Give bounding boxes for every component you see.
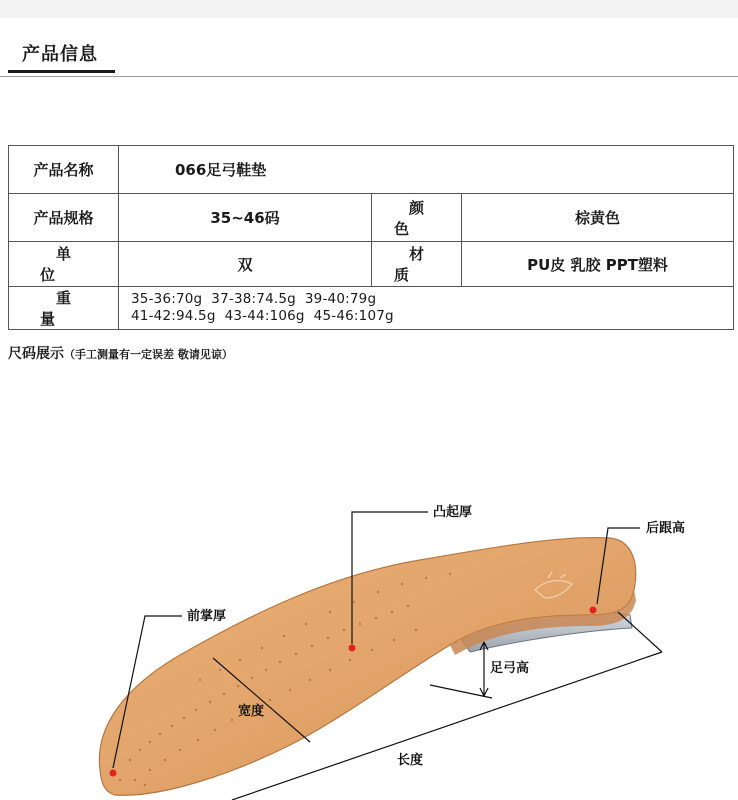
weight-line-1: 35-36:70g 37-38:74.5g 39-40:79g — [131, 291, 377, 307]
unit-label: 单位 — [9, 242, 119, 287]
name-label: 产品名称 — [9, 146, 119, 194]
weight-line-2: 41-42:94.5g 43-44:106g 45-46:107g — [131, 308, 394, 324]
material-value: PU皮 乳胶 PPT塑料 — [462, 242, 734, 287]
color-label: 颜色 — [372, 194, 462, 242]
title-underline — [8, 70, 115, 73]
label-length: 长度 — [397, 753, 424, 768]
unit-value: 双 — [119, 242, 372, 287]
table-row — [9, 287, 734, 330]
label-arch-height: 足弓高 — [490, 661, 530, 676]
divider — [0, 76, 738, 77]
arch-point — [349, 645, 356, 652]
table-row — [9, 242, 734, 287]
label-arch-thickness: 凸起厚 — [433, 505, 473, 520]
label-width: 宽度 — [238, 704, 265, 719]
table-row — [9, 194, 734, 242]
heel-point — [590, 607, 597, 614]
top-band — [0, 0, 738, 18]
spec-value: 35~46码 — [119, 194, 372, 242]
spec-table — [8, 145, 734, 330]
spec-label: 产品规格 — [9, 194, 119, 242]
label-forefoot-thickness: 前掌厚 — [187, 609, 227, 624]
name-value: 066足弓鞋垫 — [119, 146, 734, 194]
weight-label: 重量 — [9, 287, 119, 330]
size-note: （手工测量有一定误差 敬请见谅） — [64, 348, 233, 361]
size-title-text: 尺码展示 — [8, 346, 64, 362]
table-row — [9, 146, 734, 194]
forefoot-point — [110, 770, 117, 777]
color-value: 棕黄色 — [462, 194, 734, 242]
material-label: 材质 — [372, 242, 462, 287]
size-display-title — [8, 343, 233, 363]
label-heel-height: 后跟高 — [646, 521, 686, 536]
section-title: 产品信息 — [22, 44, 98, 65]
insole-diagram — [0, 480, 738, 800]
weight-values — [119, 287, 734, 330]
insole-surface — [99, 538, 635, 796]
